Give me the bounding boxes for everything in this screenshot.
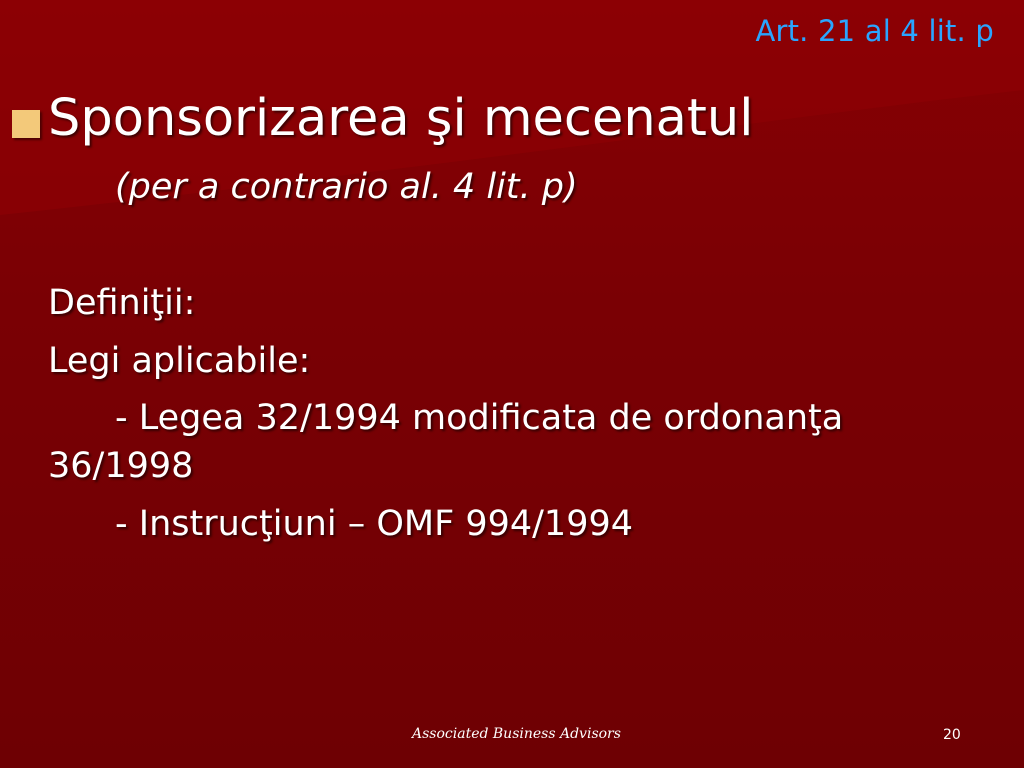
applicable-laws-label: Legi aplicabile: (48, 341, 311, 381)
law-item-1-continued: 36/1998 (48, 446, 194, 486)
definitions-label: Definiţii: (48, 283, 196, 323)
footer-company: Associated Business Advisors (412, 726, 621, 742)
square-bullet-icon (12, 110, 40, 138)
page-number: 20 (943, 727, 961, 743)
slide-subtitle: (per a contrario al. 4 lit. p) (115, 167, 578, 207)
law-item-1: - Legea 32/1994 modificata de ordonanţa (115, 398, 844, 438)
article-reference: Art. 21 al 4 lit. p (755, 14, 994, 48)
law-item-2: - Instrucţiuni – OMF 994/1994 (115, 504, 633, 544)
slide-title: Sponsorizarea şi mecenatul (48, 89, 754, 148)
